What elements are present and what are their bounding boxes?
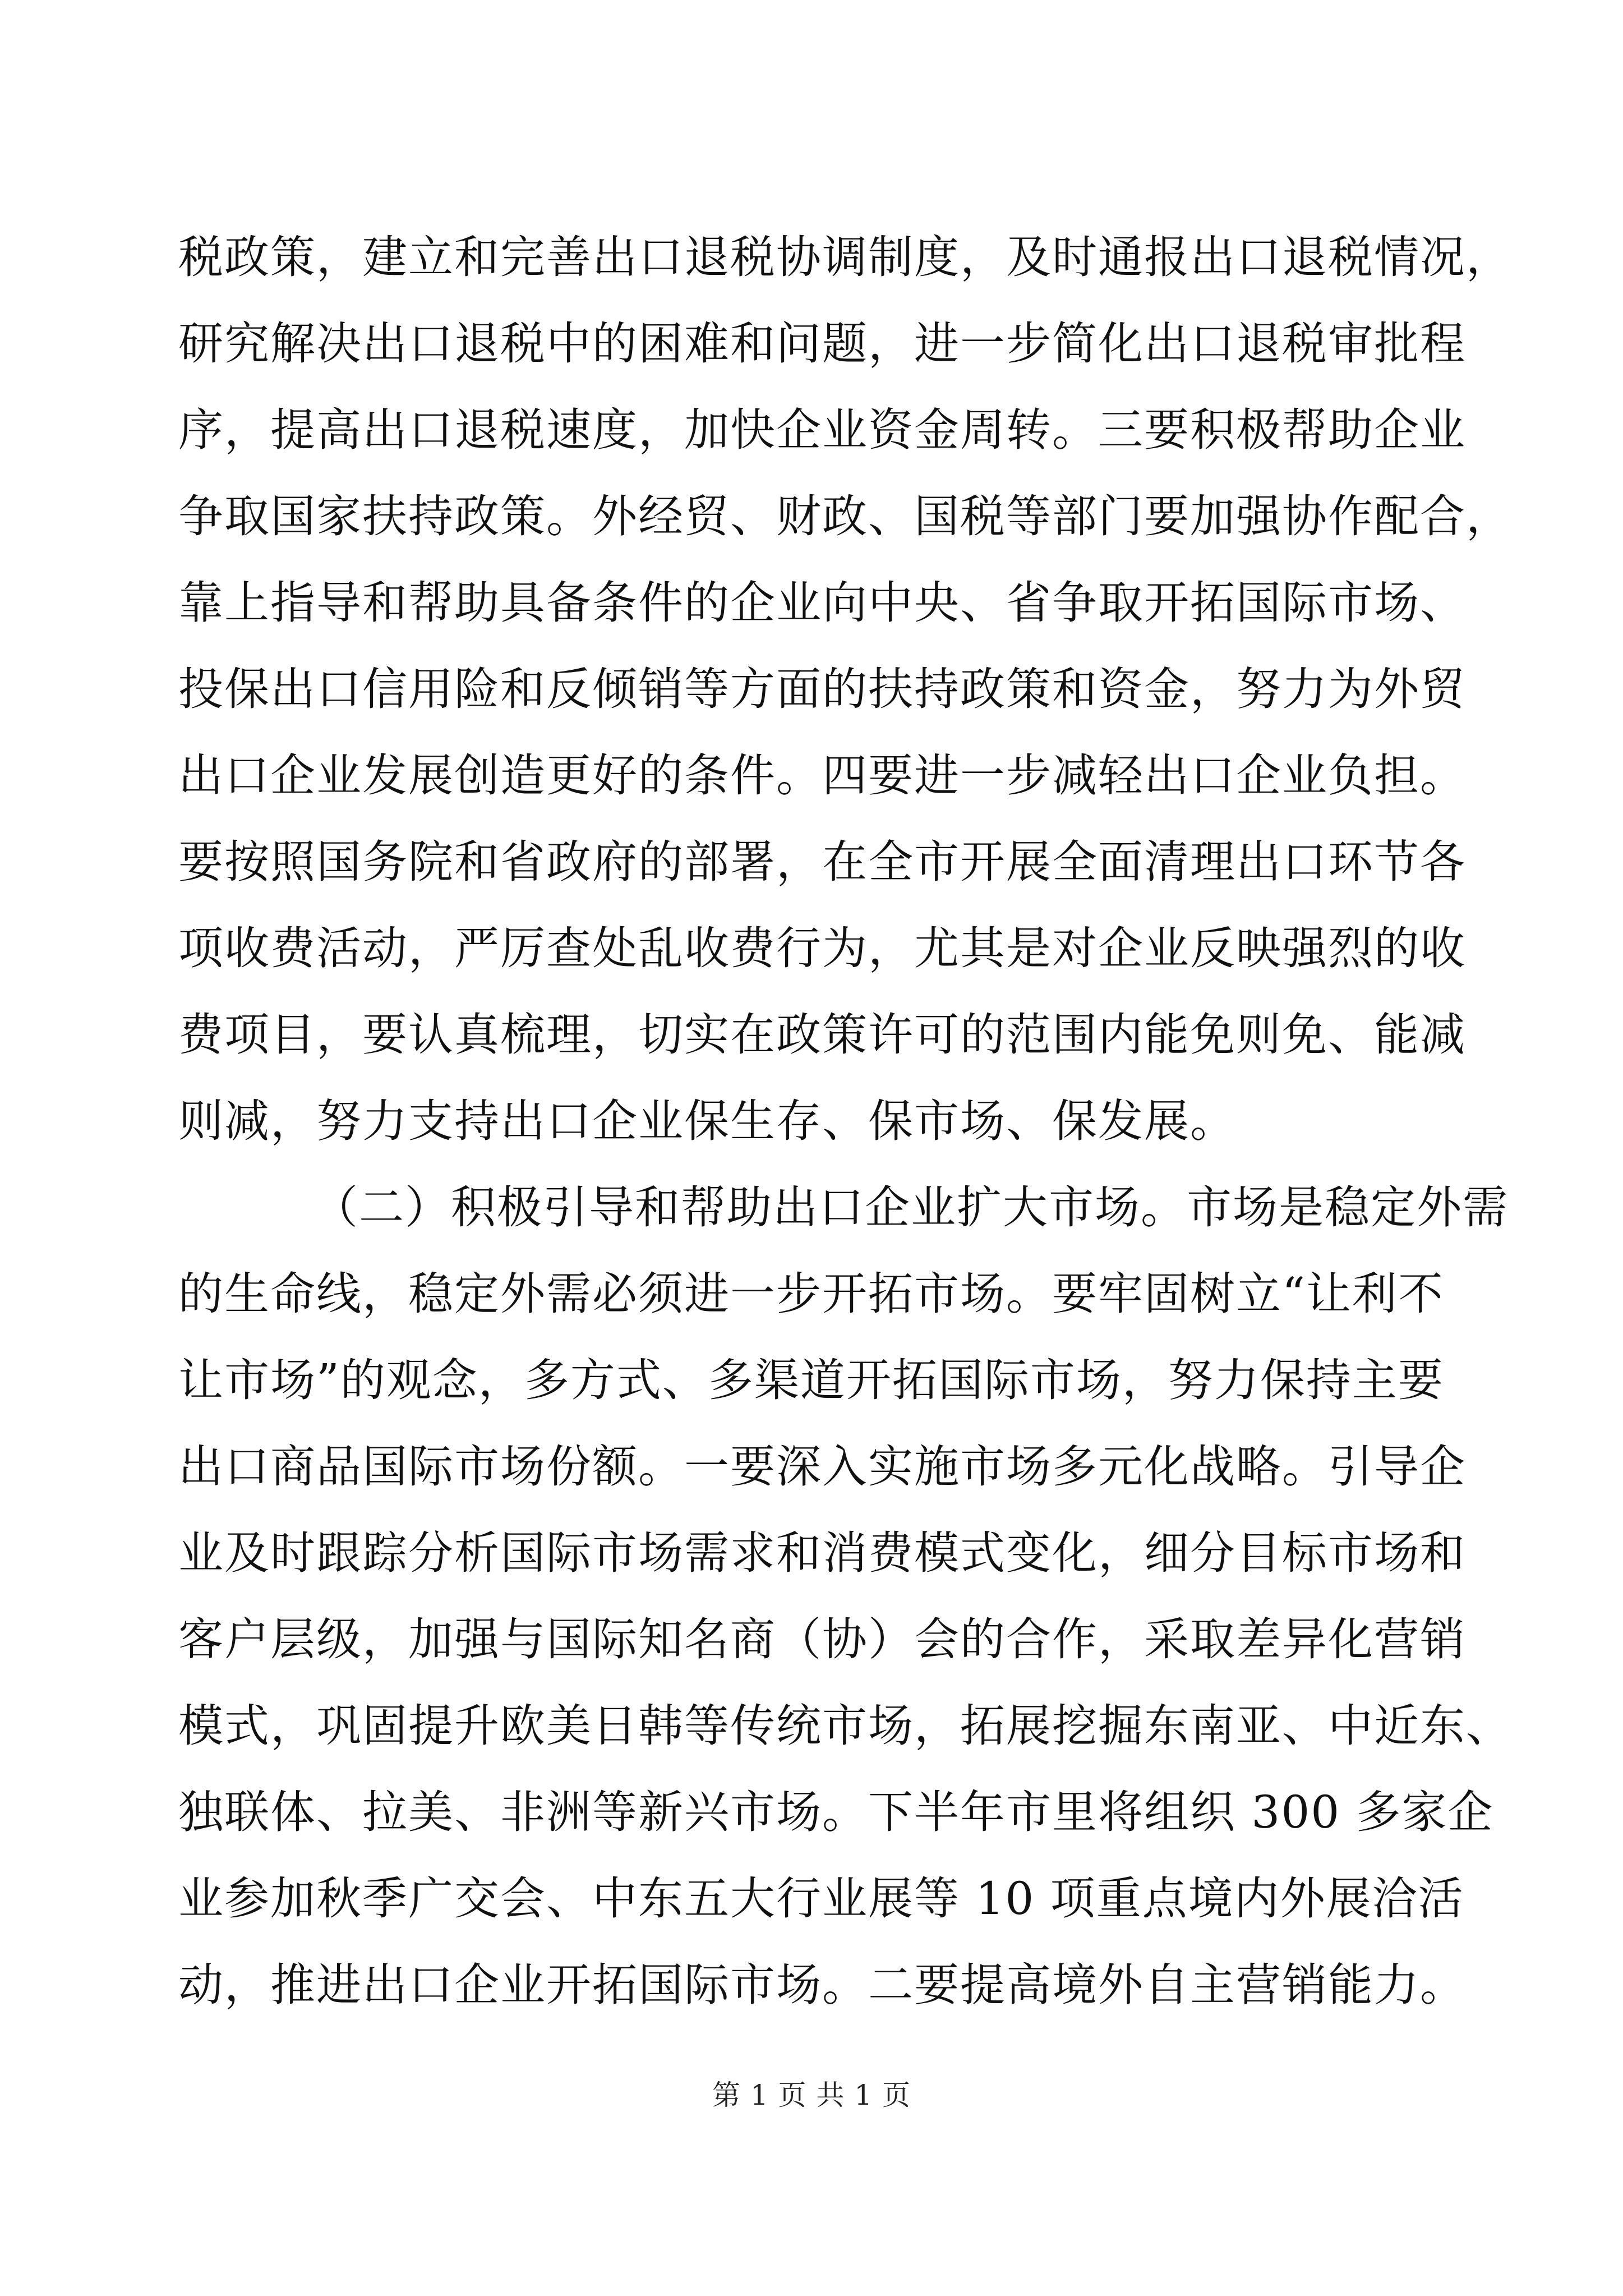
text-line: 要按照国务院和省政府的部署，在全市开展全面清理出口环节各: [178, 836, 1466, 888]
text-line: 的生命线，稳定外需必须进一步开拓市场。要牢固树立“让利不: [178, 1268, 1444, 1320]
text-line: 独联体、拉美、非洲等新兴市场。下半年市里将组织 300 多家企: [178, 1786, 1494, 1838]
text-line: 靠上指导和帮助具备条件的企业向中央、省争取开拓国际市场、: [178, 577, 1466, 629]
text-line: 业参加秋季广交会、中东五大行业展等 10 项重点境内外展洽活: [178, 1872, 1464, 1925]
text-line: 项收费活动，严厉查处乱收费行为，尤其是对企业反映强烈的收: [178, 922, 1466, 974]
text-line: 研究解决出口退税中的困难和问题，进一步简化出口退税审批程: [178, 318, 1466, 370]
text-line: 客户层级，加强与国际知名商（协）会的合作，采取差异化营销: [178, 1613, 1466, 1665]
text-line: 业及时跟踪分析国际市场需求和消费模式变化，细分目标市场和: [178, 1527, 1466, 1579]
text-line: 费项目，要认真梳理，切实在政策许可的范围内能免则免、能减: [178, 1009, 1466, 1061]
page-footer: 第 1 页 共 1 页: [712, 2079, 911, 2111]
text-line: 动，推进出口企业开拓国际市场。二要提高境外自主营销能力。: [178, 1959, 1466, 2011]
text-line: 让市场”的观念，多方式、多渠道开拓国际市场，努力保持主要: [178, 1354, 1444, 1406]
text-line: 投保出口信用险和反倾销等方面的扶持政策和资金，努力为外贸: [178, 663, 1466, 715]
text-line: 争取国家扶持政策。外经贸、财政、国税等部门要加强协作配合，: [178, 490, 1512, 542]
body-text: [178, 214, 1512, 2028]
text-line: 模式，巩固提升欧美日韩等传统市场，拓展挖掘东南亚、中近东、: [178, 1700, 1512, 1752]
text-line: 出口企业发展创造更好的条件。四要进一步减轻出口企业负担。: [178, 749, 1466, 802]
text-line: 序，提高出口退税速度，加快企业资金周转。三要积极帮助企业: [178, 404, 1466, 456]
text-line: 则减，努力支持出口企业保生存、保市场、保发展。: [178, 1095, 1236, 1147]
section-heading-line: （二）积极引导和帮助出口企业扩大市场。市场是稳定外需: [313, 1181, 1509, 1234]
text-line: 税政策，建立和完善出口退税协调制度，及时通报出口退税情况，: [178, 231, 1512, 283]
text-line: 出口商品国际市场份额。一要深入实施市场多元化战略。引导企: [178, 1441, 1466, 1493]
